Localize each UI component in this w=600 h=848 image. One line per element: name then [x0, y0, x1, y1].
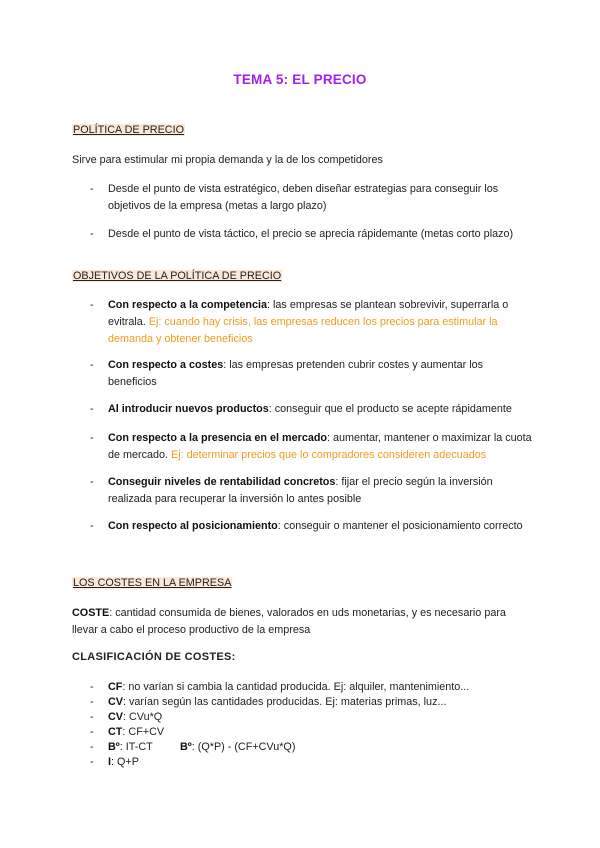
section-heading-costes: LOS COSTES EN LA EMPRESA: [73, 577, 232, 589]
list-item-text: [108, 740, 153, 754]
list-item-bold: I: [108, 756, 111, 768]
list-item-bold: Con respecto a la competencia: [108, 299, 268, 311]
list-item-body: : las empresas se plantean sobrevivir, superrarla o evitrala.: [108, 299, 509, 328]
list-item-body: : IT-CT: [119, 741, 153, 753]
list-item-body: : Q+P: [111, 756, 139, 768]
list-item-text: [108, 401, 533, 418]
list-item-text: [108, 755, 139, 769]
section-heading-politica: POLÍTICA DE PRECIO: [73, 124, 184, 136]
list-item-bold: Conseguir niveles de rentabilidad concretos: [108, 476, 336, 488]
list-item-text: [108, 474, 533, 508]
bullet-dash: -: [90, 756, 94, 768]
bullet-dash: -: [90, 711, 94, 723]
list-item-text: Desde el punto de vista estratégico, deben diseñar estrategias para conseguir los objetivos de la empresa (metas a largo plazo): [108, 183, 499, 212]
list-item-bold: CV: [108, 696, 123, 708]
list-item-body: : CVu*Q: [123, 711, 163, 723]
coste-term: COSTE: [72, 607, 110, 619]
bullet-dash: -: [90, 359, 94, 371]
list-item-bold: CF: [108, 681, 123, 693]
example-text: Ej: cuando hay crisis, las empresas reducen los precios para estimular la demanda y obtener beneficios: [108, 316, 498, 345]
list-item-text: [108, 680, 469, 694]
coste-definition: [72, 605, 532, 639]
list-item-text: [108, 725, 164, 739]
list-item-bold: Con respecto a la presencia en el mercado: [108, 432, 328, 444]
list-item-body: : (Q*P) - (CF+CVu*Q): [191, 741, 296, 753]
example-text: Ej: determinar precios que lo compradores consideren adecuados: [171, 449, 487, 461]
list-item-bold: Con respecto a costes: [108, 359, 224, 371]
list-item-text: [108, 357, 533, 391]
politica-intro: Sirve para estimular mi propia demanda y la de los competidores: [72, 154, 383, 166]
list-item-bold: Con respecto al posicionamiento: [108, 520, 278, 532]
list-item-text: [108, 297, 533, 348]
page-title: TEMA 5: EL PRECIO: [233, 72, 367, 87]
list-item-body: : fijar el precio según la inversión realizada para recuperar la inversión lo antes posible: [108, 476, 493, 505]
list-item-bold: Bº: [108, 741, 120, 753]
list-item-bold: Al introducir nuevos productos: [108, 403, 269, 415]
list-item-text: [108, 710, 162, 724]
list-item-text: [108, 695, 446, 709]
list-item-text: [108, 518, 533, 535]
bullet-dash: -: [90, 520, 94, 532]
list-item-bold: CV: [108, 711, 123, 723]
list-item-text: Desde el punto de vista táctico, el precio se aprecia rápidemante (metas corto plazo): [108, 228, 514, 240]
list-item-text: [108, 430, 533, 464]
list-item-body: : CF+CV: [122, 726, 165, 738]
list-item-body: : varían según las cantidades producidas. Ej: materias primas, luz...: [123, 696, 447, 708]
bullet-dash: -: [90, 741, 94, 753]
bullet-dash: -: [90, 726, 94, 738]
bullet-dash: -: [90, 228, 94, 240]
bullet-dash: -: [90, 183, 94, 195]
bullet-dash: -: [90, 681, 94, 693]
list-item-bold: CT: [108, 726, 123, 738]
list-item-body: : no varían si cambia la cantidad producida. Ej: alquiler, mantenimiento...: [122, 681, 470, 693]
bullet-dash: -: [90, 696, 94, 708]
bullet-dash: -: [90, 432, 94, 444]
bullet-dash: -: [90, 476, 94, 488]
bullet-dash: -: [90, 299, 94, 311]
list-item-body: : conseguir que el producto se acepte rápidamente: [268, 403, 512, 415]
list-item-body: : conseguir o mantener el posicionamiento correcto: [277, 520, 523, 532]
bullet-dash: -: [90, 403, 94, 415]
list-item-bold: Bº: [180, 741, 192, 753]
coste-definition-text: : cantidad consumida de bienes, valorados en uds monetarias, y es necesario para llevar a cabo el proceso productivo de la empresa: [72, 607, 506, 636]
list-item-body: : aumentar, mantener o maximizar la cuota de mercado.: [108, 432, 532, 461]
section-heading-objetivos: OBJETIVOS DE LA POLÍTICA DE PRECIO: [73, 270, 282, 282]
list-item-body: : las empresas pretenden cubrir costes y aumentar los beneficios: [108, 359, 484, 388]
clasificacion-heading: CLASIFICACIÓN DE COSTES:: [72, 651, 236, 663]
list-item-text-secondary: [180, 740, 295, 754]
